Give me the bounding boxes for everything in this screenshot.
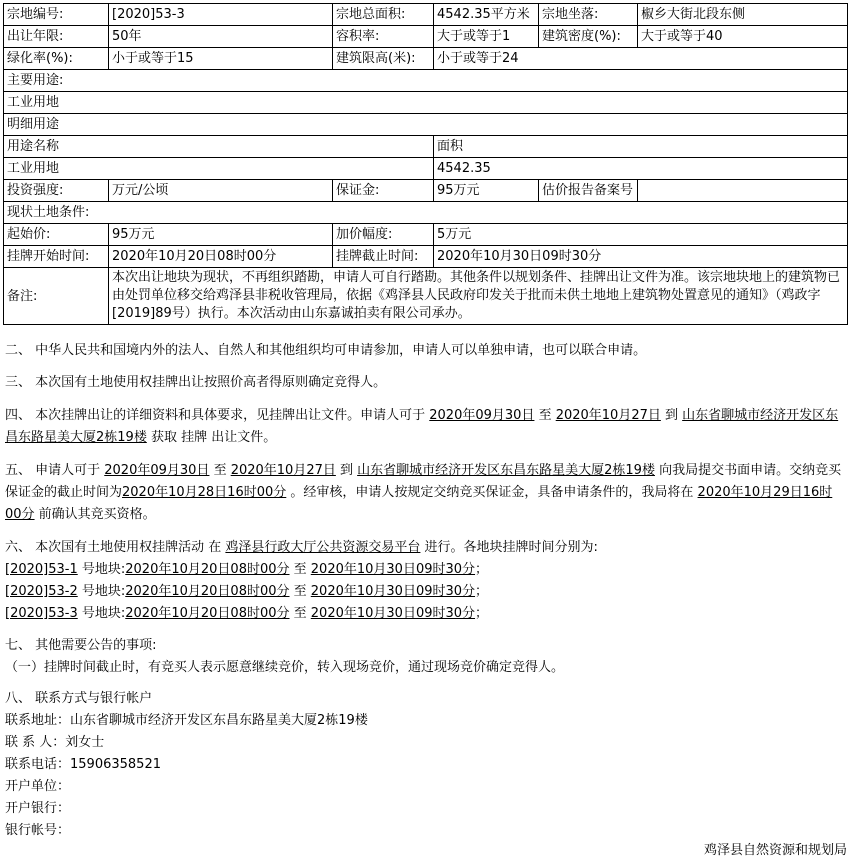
- table-row: [4, 202, 848, 224]
- contact-phone: 联系电话：15906358521: [5, 757, 161, 772]
- density-label: 建筑密度(%):: [539, 26, 638, 48]
- listing-start-value: 2020年10月20日08时00分: [109, 246, 333, 268]
- date-link: 2020年10月27日: [555, 408, 661, 423]
- listing-end-value: 2020年10月30日09时30分: [434, 246, 848, 268]
- table-row: [4, 26, 848, 48]
- section-6: 六、 本次国有土地使用权挂牌活动 在 鸡泽县行政大厅公共资源交易平台 进行。各地块挂牌时间分别为:: [5, 540, 598, 555]
- height-limit-label: 建筑限高(米):: [333, 48, 434, 70]
- deposit-label: 保证金:: [333, 180, 434, 202]
- total-area-label: 宗地总面积:: [333, 4, 434, 26]
- table-row: [4, 114, 848, 136]
- height-limit-value: 小于或等于24: [434, 48, 848, 70]
- invest-value: 万元/公顷: [109, 180, 333, 202]
- use-area-value: 4542.35: [434, 158, 848, 180]
- location-value: 椒乡大街北段东侧: [638, 4, 848, 26]
- address-link: 山东省聊城市经济开发区东昌东路星美大厦2栋19楼: [5, 408, 839, 445]
- start-price-label: 起始价:: [4, 224, 109, 246]
- total-area-value: 4542.35平方米: [434, 4, 539, 26]
- filing-no-label: 估价报告备案号: [539, 180, 638, 202]
- account-bank: 开户银行：: [5, 801, 71, 816]
- main-use-label: 主要用途:: [4, 70, 848, 92]
- location-label: 宗地坐落:: [539, 4, 638, 26]
- date-link: 2020年09月30日: [429, 408, 535, 423]
- section-7-item: （一）挂牌时间截止时，有竞买人表示愿意继续竞价，转入现场竞价，通过现场竞价确定竞得人。: [5, 660, 565, 675]
- account-unit: 开户单位：: [5, 779, 71, 794]
- table-row: [4, 158, 848, 180]
- table-row: [4, 268, 848, 325]
- far-label: 容积率:: [333, 26, 434, 48]
- section-2: 二、 中华人民共和国境内外的法人、自然人和其他组织均可申请参加，申请人可以单独申请，也可以联合申请。: [5, 343, 647, 358]
- list-item: [2020]53-3 号地块:2020年10月20日08时00分 至 2020年10月30日09时30分；: [5, 606, 489, 621]
- increment-value: 5万元: [434, 224, 848, 246]
- announcement-body: [5, 340, 848, 842]
- far-value: 大于或等于1: [434, 26, 539, 48]
- filing-no-value: [638, 180, 848, 202]
- listing-end-label: 挂牌截止时间:: [333, 246, 434, 268]
- main-use-value: 工业用地: [4, 92, 848, 114]
- contact-person: 联 系 人：刘女士: [5, 735, 105, 750]
- green-rate-value: 小于或等于15: [109, 48, 333, 70]
- increment-label: 加价幅度:: [333, 224, 434, 246]
- list-item: [2020]53-1 号地块:2020年10月20日08时00分 至 2020年10月30日09时30分；: [5, 562, 489, 577]
- listing-start-label: 挂牌开始时间:: [4, 246, 109, 268]
- table-row: [4, 136, 848, 158]
- table-row: [4, 246, 848, 268]
- deadline-link: 2020年10月28日16时00分: [122, 485, 287, 500]
- invest-label: 投资强度:: [4, 180, 109, 202]
- issuer-signature: 鸡泽县自然资源和规划局: [703, 843, 847, 858]
- table-row: [4, 70, 848, 92]
- platform-link: 鸡泽县行政大厅公共资源交易平台: [225, 540, 421, 555]
- section-5: 五、 申请人可于 2020年09月30日 至 2020年10月27日 到 山东省聊城市经济开发区东昌东路星美大厦2栋19楼 向我局提交书面申请。交纳竞买保证金的截止时间为2020年10月28日16时00分 。经审核，申请人按规定交纳竞买保证金，具备申请条件的，我局将在 2020年10月29日16时00分 前确认其竞买资格。: [5, 463, 842, 522]
- table-row: [4, 180, 848, 202]
- section-8-title: 八、 联系方式与银行帐户: [5, 691, 153, 706]
- contact-address: 联系地址：山东省聊城市经济开发区东昌东路星美大厦2栋19楼: [5, 713, 368, 728]
- table-row: [4, 4, 848, 26]
- current-condition-label: 现状土地条件:: [4, 202, 848, 224]
- term-label: 出让年限:: [4, 26, 109, 48]
- confirm-date-link: 2020年10月29日16时00分: [5, 485, 833, 522]
- term-value: 50年: [109, 26, 333, 48]
- use-area-label: 面积: [434, 136, 848, 158]
- detail-use-label: 明细用途: [4, 114, 848, 136]
- land-info-table: [3, 3, 848, 325]
- section-7-title: 七、 其他需要公告的事项:: [5, 638, 157, 653]
- table-row: [4, 92, 848, 114]
- deposit-value: 95万元: [434, 180, 539, 202]
- account-number: 银行帐号：: [5, 823, 71, 838]
- use-name-value: 工业用地: [4, 158, 434, 180]
- parcel-no-label: 宗地编号:: [4, 4, 109, 26]
- table-row: [4, 224, 848, 246]
- section-3: 三、 本次国有土地使用权挂牌出让按照价高者得原则确定竞得人。: [5, 375, 387, 390]
- parcel-no-value: [2020]53-3: [109, 4, 333, 26]
- remark-value: 本次出让地块为现状，不再组织踏勘，申请人可自行踏勘。其他条件以规划条件、挂牌出让文件为准。该宗地块地上的建筑物已由处罚单位移交给鸡泽县非税收管理局，依据《鸡泽县人民政府印发关于批而未供土地地上建筑物处置意见的通知》（鸡政字[2019]89号）执行。本次活动由山东嘉诚拍卖有限公司承办。: [109, 268, 848, 325]
- remark-label: 备注:: [4, 268, 109, 325]
- date-link: 2020年09月30日: [104, 463, 210, 478]
- list-item: [2020]53-2 号地块:2020年10月20日08时00分 至 2020年10月30日09时30分；: [5, 584, 489, 599]
- density-value: 大于或等于40: [638, 26, 848, 48]
- start-price-value: 95万元: [109, 224, 333, 246]
- address-link: 山东省聊城市经济开发区东昌东路星美大厦2栋19楼: [357, 463, 655, 478]
- table-row: [4, 48, 848, 70]
- section-4: 四、 本次挂牌出让的详细资料和具体要求，见挂牌出让文件。申请人可于 2020年09月30日 至 2020年10月27日 到 山东省聊城市经济开发区东昌东路星美大厦2栋19楼 获取 挂牌 出让文件。: [5, 408, 839, 445]
- green-rate-label: 绿化率(%):: [4, 48, 109, 70]
- use-name-label: 用途名称: [4, 136, 434, 158]
- date-link: 2020年10月27日: [230, 463, 336, 478]
